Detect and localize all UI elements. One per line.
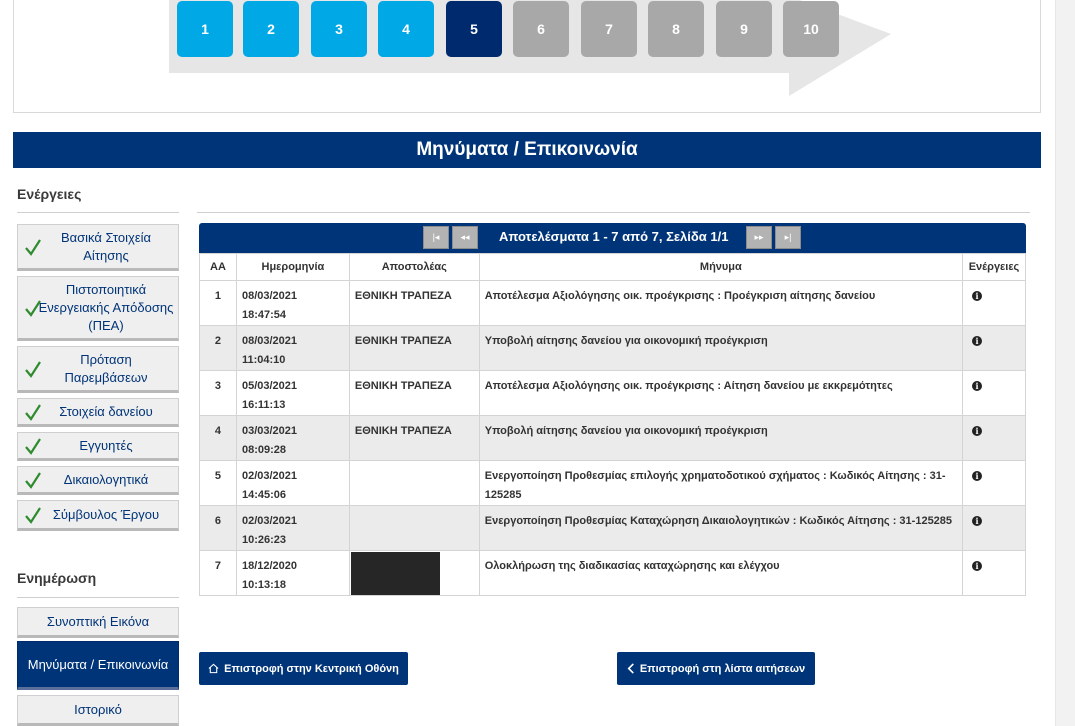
cell-message: Υποβολή αίτησης δανείου για οικονομική προέγκριση xyxy=(479,416,962,461)
pager-first-button[interactable]: |◂ xyxy=(423,226,449,249)
table-row xyxy=(200,551,1026,596)
cell-message: Υποβολή αίτησης δανείου για οικονομική προέγκριση xyxy=(479,326,962,371)
chevron-left-icon xyxy=(627,663,635,674)
cell-aa: 5 xyxy=(200,461,237,506)
actions-section-title: Ενέργειες xyxy=(17,186,82,202)
column-header-aa[interactable]: ΑΑ xyxy=(200,254,237,281)
check-icon xyxy=(24,237,42,257)
cell-message: Ολοκλήρωση της διαδικασίας καταχώρησης και ελέγχου xyxy=(479,551,962,596)
check-icon xyxy=(24,436,42,456)
cell-date-time: 11:04:10 xyxy=(241,354,286,366)
back-to-list-button[interactable] xyxy=(617,652,815,685)
check-icon xyxy=(24,298,42,318)
sidebar-info-3[interactable] xyxy=(17,695,179,726)
cell-actions xyxy=(963,281,1026,326)
sidebar-action-3[interactable] xyxy=(17,346,179,393)
cell-date-day: 03/03/2021 xyxy=(241,425,298,437)
cell-actions xyxy=(963,461,1026,506)
cell-date xyxy=(236,551,349,596)
page-title: Μηνύματα / Επικοινωνία xyxy=(13,132,1041,168)
cell-actions xyxy=(963,506,1026,551)
cell-date-day: 02/03/2021 xyxy=(241,470,298,482)
sidebar-action-4[interactable] xyxy=(17,398,179,427)
step-5[interactable]: 5 xyxy=(446,1,502,57)
cell-sender xyxy=(349,461,479,506)
table-row xyxy=(200,281,1026,326)
cell-date xyxy=(236,416,349,461)
cell-date-time: 10:13:18 xyxy=(241,579,286,591)
info-icon[interactable]: i xyxy=(972,426,982,436)
info-icon[interactable]: i xyxy=(972,471,982,481)
cell-aa: 7 xyxy=(200,551,237,596)
info-divider xyxy=(17,597,179,598)
sidebar-action-label: Στοιχεία δανείου xyxy=(59,403,153,419)
steps-panel xyxy=(13,0,1041,113)
sidebar-action-7[interactable] xyxy=(17,500,179,531)
home-button[interactable] xyxy=(199,652,408,685)
pager-prev-button[interactable]: ◂◂ xyxy=(452,226,478,249)
sidebar-action-2[interactable] xyxy=(17,276,179,341)
check-icon xyxy=(24,402,42,422)
step-10[interactable]: 10 xyxy=(783,1,839,57)
cell-date-time: 10:26:23 xyxy=(241,534,286,546)
table-row xyxy=(200,506,1026,551)
check-icon xyxy=(24,359,42,379)
cell-date-time: 14:45:06 xyxy=(241,489,286,501)
column-header-message[interactable]: Μήνυμα xyxy=(479,254,962,281)
redacted-sender xyxy=(351,552,440,595)
sidebar-action-label: Πρόταση Παρεμβάσεων xyxy=(64,351,148,385)
info-section-title: Ενημέρωση xyxy=(17,570,97,586)
cell-date xyxy=(236,371,349,416)
step-1[interactable]: 1 xyxy=(177,1,233,57)
cell-date xyxy=(236,506,349,551)
cell-date-day: 18/12/2020 xyxy=(241,560,298,572)
cell-aa: 6 xyxy=(200,506,237,551)
cell-actions xyxy=(963,326,1026,371)
sidebar-info-label: Συνοπτική Εικόνα xyxy=(46,613,150,629)
cell-aa: 1 xyxy=(200,281,237,326)
sidebar-action-1[interactable] xyxy=(17,224,179,271)
step-6[interactable]: 6 xyxy=(513,1,569,57)
cell-aa: 3 xyxy=(200,371,237,416)
cell-aa: 2 xyxy=(200,326,237,371)
table-header-row xyxy=(200,254,1026,281)
step-3[interactable]: 3 xyxy=(311,1,367,57)
cell-sender xyxy=(349,506,479,551)
column-header-actions: Ενέργειες xyxy=(963,254,1026,281)
pager-results-text: Αποτελέσματα 1 - 7 από 7, Σελίδα 1/1 xyxy=(499,229,729,244)
info-icon[interactable]: i xyxy=(972,516,982,526)
cell-aa: 4 xyxy=(200,416,237,461)
cell-message: Ενεργοποίηση Προθεσμίας Καταχώρηση Δικαιολογητικών : Κωδικός Αίτησης : 31-125285 xyxy=(479,506,962,551)
cell-date-day: 05/03/2021 xyxy=(241,380,298,392)
info-icon[interactable]: i xyxy=(972,336,982,346)
sidebar-action-6[interactable] xyxy=(17,466,179,495)
info-icon[interactable]: i xyxy=(972,291,982,301)
sidebar-action-label: Πιστοποιητικά Ενεργειακής Απόδοσης (ΠΕΑ) xyxy=(38,281,174,333)
cell-actions xyxy=(963,371,1026,416)
cell-sender: ΕΘΝΙΚΗ ΤΡΑΠΕΖΑ xyxy=(349,416,479,461)
table-row xyxy=(200,461,1026,506)
cell-date-time: 18:47:54 xyxy=(241,309,286,321)
actions-divider xyxy=(17,212,179,213)
messages-table xyxy=(199,253,1026,596)
home-button-label: Επιστροφή στην Κεντρική Οθόνη xyxy=(224,662,399,675)
cell-sender: ΕΘΝΙΚΗ ΤΡΑΠΕΖΑ xyxy=(349,326,479,371)
sidebar-info-label: Μηνύματα / Επικοινωνία xyxy=(27,656,169,672)
cell-date xyxy=(236,281,349,326)
table-row xyxy=(200,371,1026,416)
step-2[interactable]: 2 xyxy=(243,1,299,57)
step-7[interactable]: 7 xyxy=(581,1,637,57)
cell-date-day: 02/03/2021 xyxy=(241,515,298,527)
pager-bar xyxy=(199,223,1026,253)
sidebar-action-label: Δικαιολογητικά xyxy=(63,471,149,487)
cell-message: Ενεργοποίηση Προθεσμίας επιλογής χρηματοδοτικού σχήματος : Κωδικός Αίτησης : 31-125285 xyxy=(479,461,962,506)
cell-date-day: 08/03/2021 xyxy=(241,335,298,347)
sidebar-action-label: Σύμβουλος Έργου xyxy=(52,506,160,522)
info-icon[interactable]: i xyxy=(972,381,982,391)
step-9[interactable]: 9 xyxy=(716,1,772,57)
pager-next-button[interactable]: ▸▸ xyxy=(746,226,772,249)
cell-actions xyxy=(963,551,1026,596)
cell-sender: ΕΘΝΙΚΗ ΤΡΑΠΕΖΑ xyxy=(349,281,479,326)
page-scrollbar[interactable] xyxy=(1055,0,1075,726)
cell-date-time: 08:09:28 xyxy=(241,444,286,456)
sidebar-action-label: Εγγυητές xyxy=(79,437,133,453)
sidebar-info-2[interactable] xyxy=(17,641,179,690)
column-header-sender[interactable]: Αποστολέας xyxy=(349,254,479,281)
table-row xyxy=(200,416,1026,461)
cell-date xyxy=(236,326,349,371)
back-to-list-label: Επιστροφή στη λίστα αιτήσεων xyxy=(639,662,806,675)
check-icon xyxy=(24,505,42,525)
home-icon xyxy=(208,663,219,674)
cell-message: Αποτέλεσμα Αξιολόγησης οικ. προέγκρισης : Προέγκριση αίτησης δανείου xyxy=(479,281,962,326)
sidebar-info-1[interactable] xyxy=(17,607,179,638)
step-8[interactable]: 8 xyxy=(648,1,704,57)
sidebar-action-label: Βασικά Στοιχεία Αίτησης xyxy=(60,229,152,263)
sidebar-info-label: Ιστορικό xyxy=(74,701,122,717)
sidebar-action-5[interactable] xyxy=(17,432,179,461)
results-divider xyxy=(197,212,1030,213)
cell-date-day: 08/03/2021 xyxy=(241,290,298,302)
cell-date-time: 16:11:13 xyxy=(241,399,286,411)
check-icon xyxy=(24,470,42,490)
pager-last-button[interactable]: ▸| xyxy=(775,226,801,249)
cell-message: Αποτέλεσμα Αξιολόγησης οικ. προέγκρισης : Αίτηση δανείου με εκκρεμότητες xyxy=(479,371,962,416)
cell-date xyxy=(236,461,349,506)
step-4[interactable]: 4 xyxy=(378,1,434,57)
info-icon[interactable]: i xyxy=(972,561,982,571)
table-row xyxy=(200,326,1026,371)
cell-actions xyxy=(963,416,1026,461)
column-header-date[interactable]: Ημερομηνία xyxy=(236,254,349,281)
cell-sender: ΕΘΝΙΚΗ ΤΡΑΠΕΖΑ xyxy=(349,371,479,416)
